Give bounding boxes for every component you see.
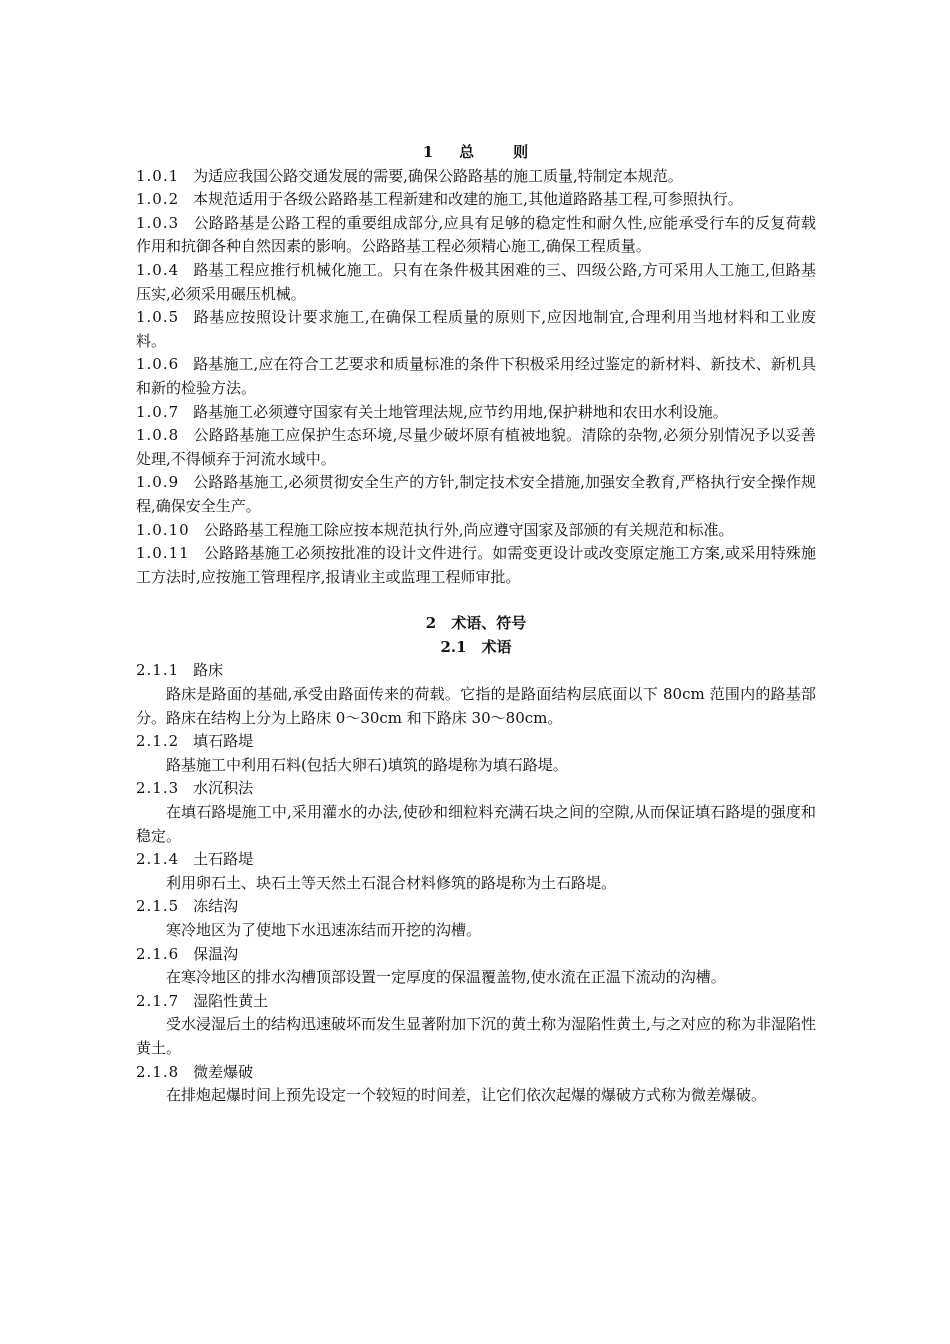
term-definition: 路床是路面的基础,承受由路面传来的荷载。它指的是路面结构层底面以下 80cm 范围内的路基部分。路床在结构上分为上路床 0～30cm 和下路床 30～80cm。 bbox=[136, 685, 816, 727]
term-2-1-3 bbox=[136, 777, 816, 801]
clause-number: 1.0.11 bbox=[136, 544, 190, 563]
clause-1-0-11 bbox=[136, 542, 816, 589]
term-definition: 在排炮起爆时间上预先设定一个较短的时间差，让它们依次起爆的爆破方式称为微差爆破。 bbox=[166, 1086, 767, 1105]
clause-1-0-4 bbox=[136, 259, 816, 306]
term-number: 2.1.6 bbox=[136, 944, 180, 963]
term-name: 路床 bbox=[193, 661, 224, 680]
clause-1-0-7 bbox=[136, 401, 816, 425]
document-body bbox=[136, 141, 816, 1108]
term-name: 微差爆破 bbox=[193, 1062, 254, 1081]
clause-text: 公路路基施工应保护生态环境,尽量少破坏原有植被地貌。清除的杂物,必须分别情况予以妥善处理,不得倾弃于河流水域中。 bbox=[136, 426, 816, 468]
clause-text: 路基工程应推行机械化施工。只有在条件极其困难的三、四级公路,方可采用人工施工,但路基压实,必须采用碾压机械。 bbox=[136, 260, 816, 303]
clause-text: 路基施工,应在符合工艺要求和质量标准的条件下积极采用经过鉴定的新材料、新技术、新机具和新的检验方法。 bbox=[136, 355, 816, 397]
term-definition: 在填石路堤施工中,采用灌水的办法,使砂和细粒料充满石块之间的空隙,从而保证填石路堤的强度和稳定。 bbox=[136, 803, 816, 845]
clause-text: 本规范适用于各级公路路基工程新建和改建的施工,其他道路路基工程,可参照执行。 bbox=[193, 190, 743, 209]
clause-text: 路基施工必须遵守国家有关土地管理法规,应节约用地,保护耕地和农田水利设施。 bbox=[193, 402, 728, 421]
clause-number: 1.0.6 bbox=[136, 355, 180, 374]
term-number: 2.1.7 bbox=[136, 991, 180, 1010]
clause-text: 为适应我国公路交通发展的需要,确保公路路基的施工质量,特制定本规范。 bbox=[193, 166, 683, 185]
clause-text: 公路路基工程施工除应按本规范执行外,尚应遵守国家及部颁的有关规范和标准。 bbox=[203, 520, 734, 539]
chapter-1-heading bbox=[136, 141, 816, 165]
term-2-1-1 bbox=[136, 659, 816, 683]
term-2-1-6 bbox=[136, 943, 816, 967]
clause-text: 公路路基是公路工程的重要组成部分,应具有足够的稳定性和耐久性,应能承受行车的反复荷载作用和抗御各种自然因素的影响。公路路基工程必须精心施工,确保工程质量。 bbox=[136, 213, 816, 256]
chapter-2-heading: 2 术语、符号 bbox=[425, 614, 527, 633]
clause-1-0-9 bbox=[136, 471, 816, 518]
clause-number: 1.0.10 bbox=[136, 520, 190, 539]
term-2-1-4 bbox=[136, 848, 816, 872]
clause-number: 1.0.7 bbox=[136, 402, 180, 421]
clause-number: 1.0.5 bbox=[136, 308, 180, 327]
clause-1-0-2 bbox=[136, 188, 816, 212]
clause-1-0-1 bbox=[136, 165, 816, 189]
clause-text: 路基应按照设计要求施工,在确保工程质量的原则下,应因地制宜,合理利用当地材料和工业废料。 bbox=[136, 308, 816, 350]
term-name: 冻结沟 bbox=[193, 897, 239, 916]
term-2-1-5 bbox=[136, 895, 816, 919]
term-number: 2.1.5 bbox=[136, 897, 180, 916]
section-2-1-heading: 2.1 术语 bbox=[440, 637, 512, 656]
clause-number: 1.0.8 bbox=[136, 426, 180, 445]
term-number: 2.1.3 bbox=[136, 779, 180, 798]
clause-1-0-10 bbox=[136, 519, 816, 543]
term-name: 水沉积法 bbox=[193, 779, 254, 798]
chapter-1-title-b: 则 bbox=[513, 143, 530, 161]
term-2-1-8 bbox=[136, 1061, 816, 1085]
term-2-1-2 bbox=[136, 730, 816, 754]
term-number: 2.1.2 bbox=[136, 732, 180, 751]
term-name: 土石路堤 bbox=[193, 850, 254, 869]
term-definition: 受水浸湿后土的结构迅速破坏而发生显著附加下沉的黄土称为湿陷性黄土,与之对应的称为非湿陷性黄土。 bbox=[136, 1015, 816, 1057]
term-definition: 寒冷地区为了使地下水迅速冻结而开挖的沟槽。 bbox=[166, 921, 482, 939]
clause-1-0-6 bbox=[136, 353, 816, 400]
term-definition: 路基施工中利用石料(包括大卵石)填筑的路堤称为填石路堤。 bbox=[166, 755, 568, 774]
clause-number: 1.0.9 bbox=[136, 473, 180, 492]
clause-text: 公路路基施工必须按批准的设计文件进行。如需变更设计或改变原定施工方案,或采用特殊施工方法时,应按施工管理程序,报请业主或监理工程师审批。 bbox=[136, 544, 816, 586]
term-number: 2.1.1 bbox=[136, 661, 180, 680]
clause-text: 公路路基施工,必须贯彻安全生产的方针,制定技术安全措施,加强安全教育,严格执行安全操作规程,确保安全生产。 bbox=[136, 473, 816, 515]
clause-number: 1.0.3 bbox=[136, 213, 180, 232]
clause-1-0-8 bbox=[136, 424, 816, 471]
chapter-2 bbox=[136, 612, 816, 1107]
clause-number: 1.0.2 bbox=[136, 190, 180, 209]
clause-number: 1.0.1 bbox=[136, 166, 180, 185]
chapter-1-number: 1 bbox=[422, 143, 435, 161]
term-definition: 利用卵石土、块石土等天然土石混合材料修筑的路堤称为土石路堤。 bbox=[166, 873, 617, 892]
clause-1-0-3 bbox=[136, 212, 816, 259]
clause-number: 1.0.4 bbox=[136, 260, 180, 279]
term-definition: 在寒冷地区的排水沟槽顶部设置一定厚度的保温覆盖物,使水流在正温下流动的沟槽。 bbox=[166, 968, 726, 987]
clause-1-0-5 bbox=[136, 306, 816, 353]
term-name: 湿陷性黄土 bbox=[193, 991, 269, 1010]
term-number: 2.1.8 bbox=[136, 1062, 180, 1081]
term-number: 2.1.4 bbox=[136, 850, 180, 869]
term-name: 保温沟 bbox=[193, 944, 239, 963]
term-2-1-7 bbox=[136, 990, 816, 1014]
chapter-1-title-a: 总 bbox=[459, 143, 476, 161]
term-name: 填石路堤 bbox=[193, 732, 254, 751]
